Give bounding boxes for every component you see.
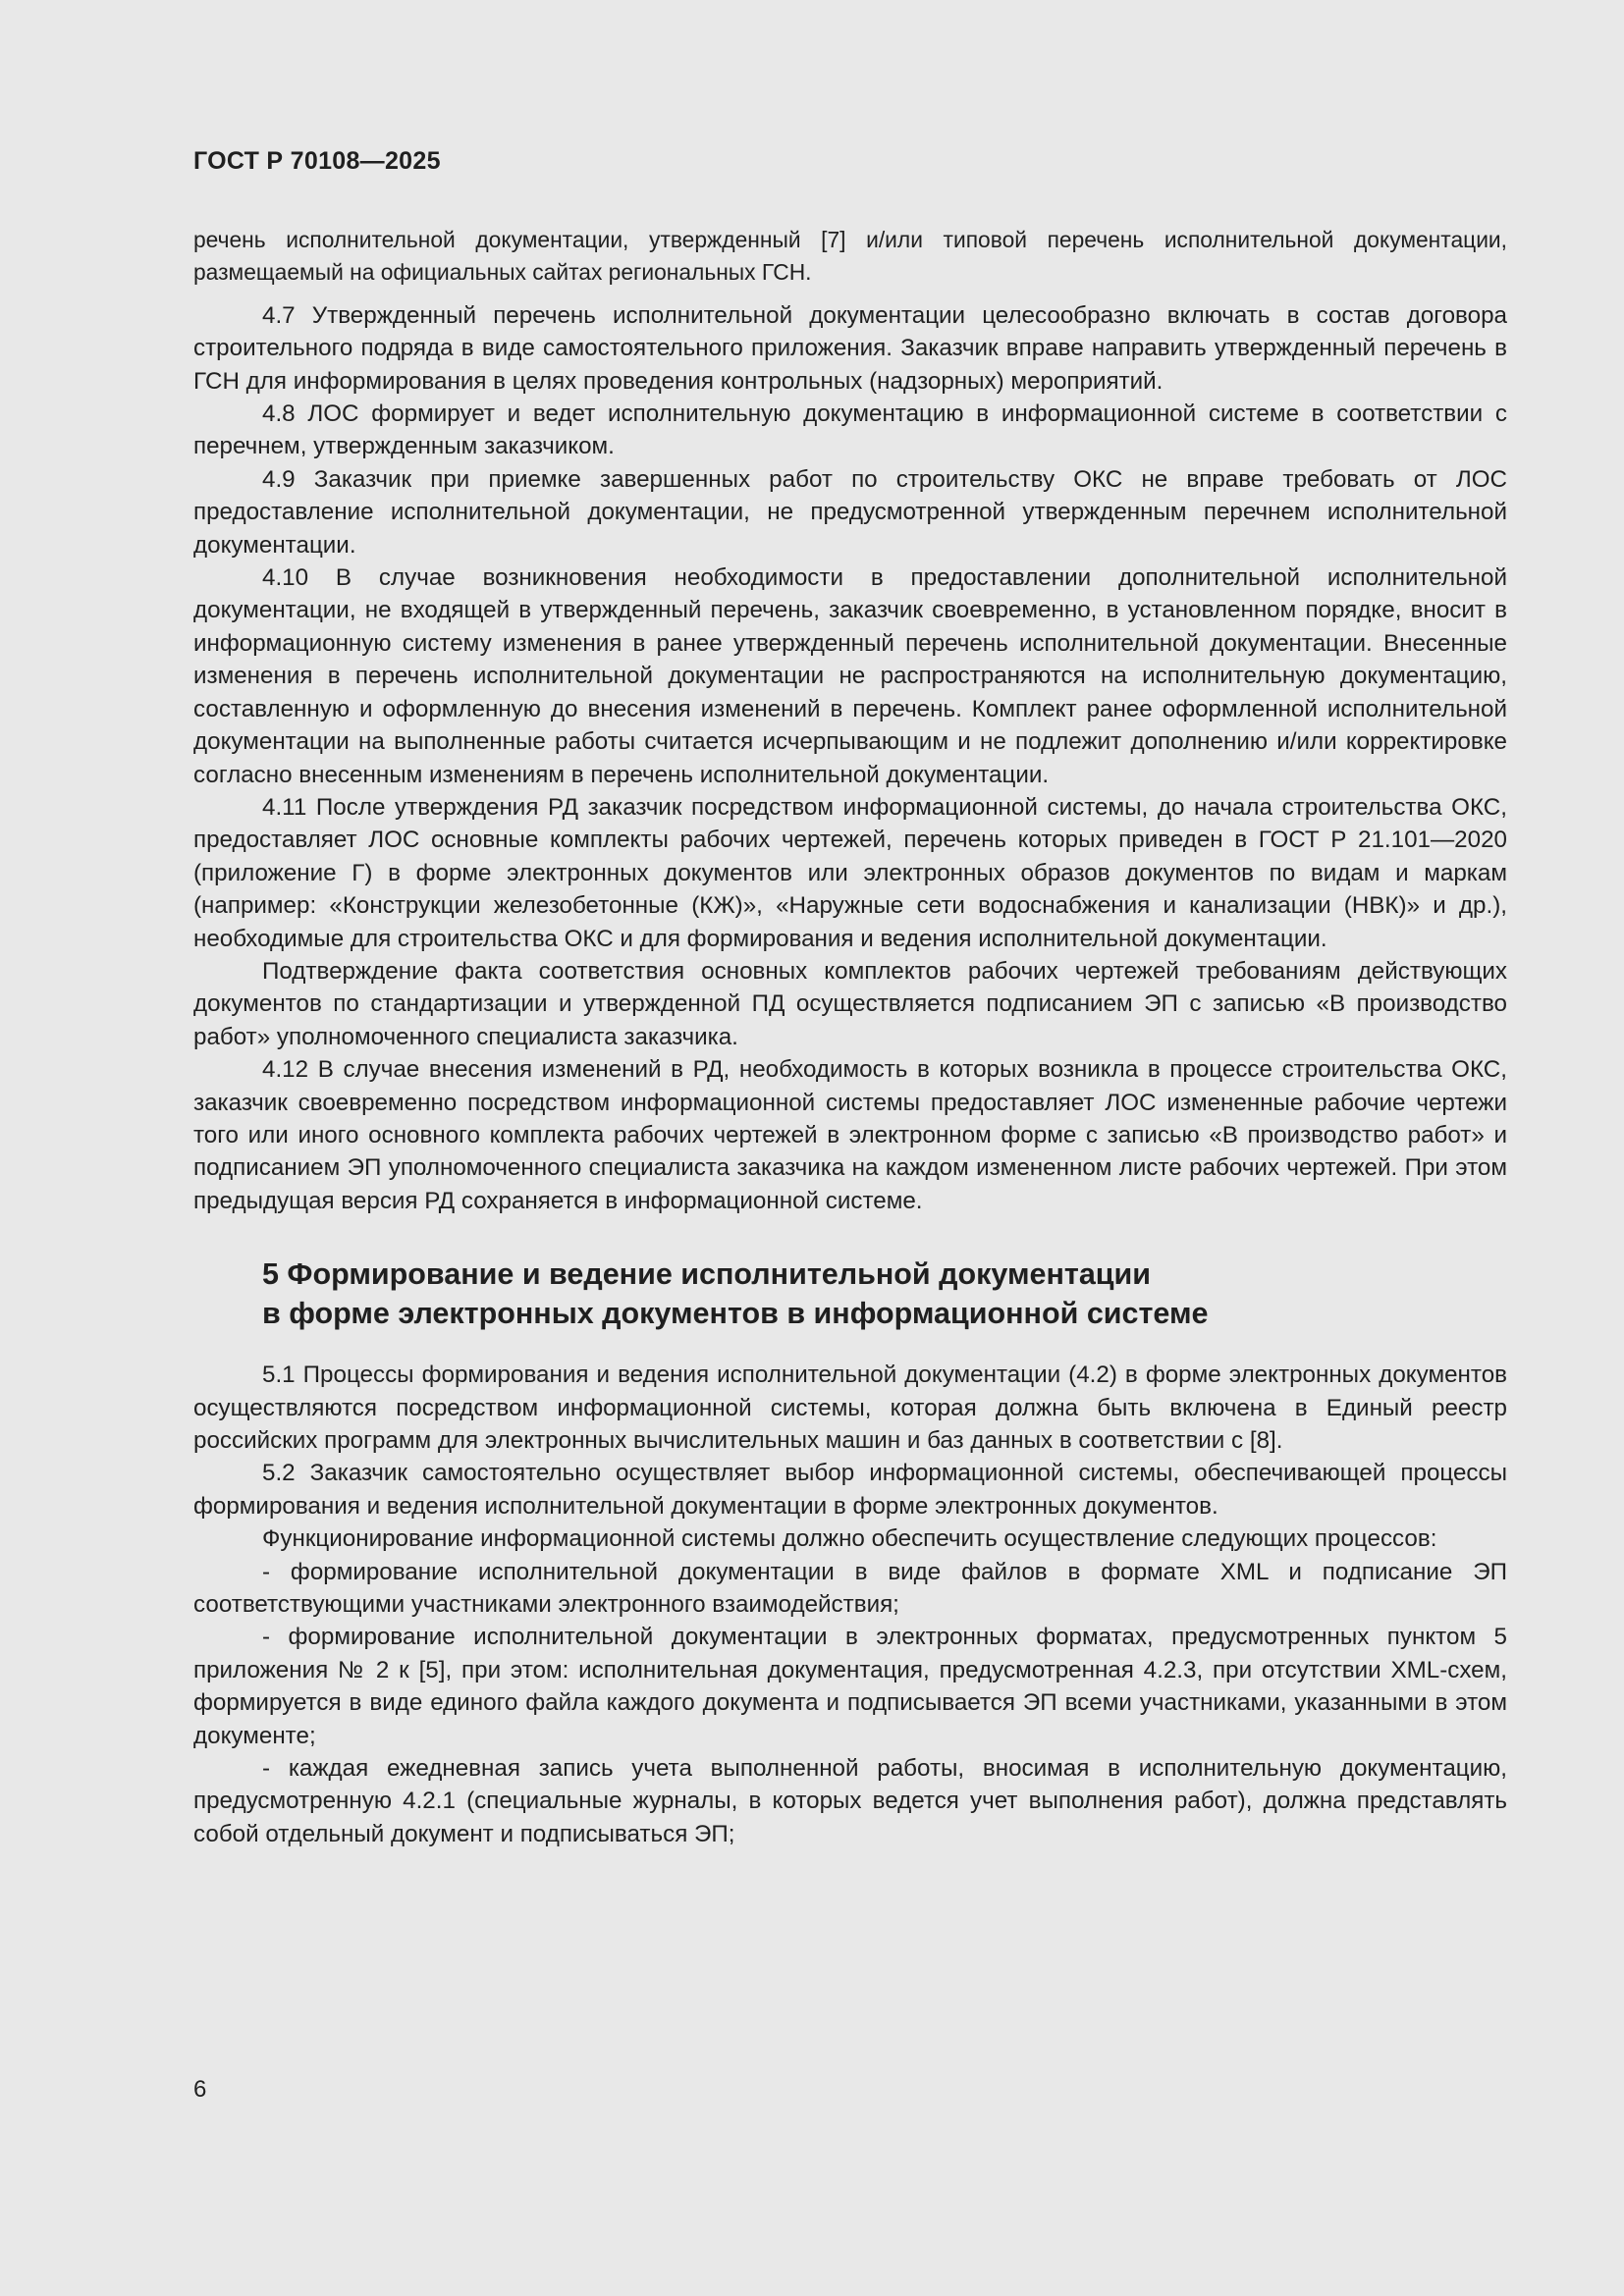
paragraph-4-12: 4.12 В случае внесения изменений в РД, необходимость в которых возникла в процессе строительства ОКС, заказчик своевременно посредством информационной системы предоставляет ЛОС измененные рабочие чертежи того или иного основного комплекта рабочих чертежей в электронном форме с записью «В производство работ» и подписанием ЭП уполномоченного специалиста заказчика на каждом измененном листе рабочих чертежей. При этом предыдущая версия РД сохраняется в информационной системе. [193, 1056, 1507, 1214]
paragraph-4-10: 4.10 В случае возникновения необходимости в предоставлении дополнительной исполнительной документации, не входящей в утвержденный перечень, заказчик своевременно, в установленном порядке, вносит в информационную систему изменения в ранее утвержденный перечень исполнительной документации. Внесенные изменения в перечень исполнительной документации не распространяются на исполнительную документацию, составленную и оформленную до внесения изменений в перечень. Комплект ранее оформленной исполнительной документации на выполненные работы считается исчерпывающим и не подлежит дополнению и/или корректировке согласно внесенным изменениям в перечень исполнительной документации. [193, 564, 1507, 788]
page-body [193, 224, 1507, 1850]
section-5-title-line-2: в форме электронных документов в информационной системе [262, 1297, 1209, 1331]
paragraph-4-11: 4.11 После утверждения РД заказчик посредством информационной системы, до начала строительства ОКС, предоставляет ЛОС основные комплекты рабочих чертежей, перечень которых приведен в ГОСТ Р 21.101—2020 (приложение Г) в форме электронных документов или электронных образов документов по видам и маркам (например: «Конструкции железобетонные (КЖ)», «Наружные сети водоснабжения и канализации (НВК)» и др.), необходимые для строительства ОКС и для формирования и ведения исполнительной документации. [193, 793, 1507, 952]
paragraph-5-1: 5.1 Процессы формирования и ведения исполнительной документации (4.2) в форме электронных документов осуществляются посредством информационной системы, которая должна быть включена в Единый реестр российских программ для электронных вычислительных машин и баз данных в соответствии с [8]. [193, 1362, 1507, 1454]
section-5-title-line-1: 5 Формирование и ведение исполнительной документации [262, 1257, 1152, 1292]
list-item-xml: - формирование исполнительной документации в виде файлов в формате XML и подписание ЭП соответствующими участниками электронного взаимодействия; [193, 1558, 1507, 1619]
list-item-daily-record: - каждая ежедневная запись учета выполненной работы, вносимая в исполнительную документацию, предусмотренную 4.2.1 (специальные журналы, в которых ведется учет выполнения работ), должна представлять собой отдельный документ и подписываться ЭП; [193, 1755, 1507, 1847]
paragraph-functioning: Функционирование информационной системы должно обеспечить осуществление следующих процессов: [262, 1525, 1437, 1553]
paragraph-5-2: 5.2 Заказчик самостоятельно осуществляет выбор информационной системы, обеспечивающей процессы формирования и ведения исполнительной документации в форме электронных документов. [193, 1460, 1507, 1520]
paragraph-4-9: 4.9 Заказчик при приемке завершенных работ по строительству ОКС не вправе требовать от ЛОС предоставление исполнительной документации, не предусмотренной утвержденным перечнем исполнительной документации. [193, 465, 1507, 559]
paragraph-4-7: 4.7 Утвержденный перечень исполнительной документации целесообразно включать в состав договора строительного подряда в виде самостоятельного приложения. Заказчик вправе направить утвержденный перечень в ГСН для информирования в целях проведения контрольных (надзорных) мероприятий. [193, 301, 1507, 395]
standard-header: ГОСТ Р 70108—2025 [193, 147, 441, 175]
continuation-text: речень исполнительной документации, утвержденный [7] и/или типовой перечень исполнительной документации, размещаемый на официальных сайтах региональных ГСН. [193, 227, 1507, 286]
page-number: 6 [193, 2076, 207, 2103]
paragraph-4-11-confirmation: Подтверждение факта соответствия основных комплектов рабочих чертежей требованиям действующих документов по стандартизации и утвержденной ПД осуществляется подписанием ЭП с записью «В производство работ» уполномоченного специалиста заказчика. [193, 957, 1507, 1050]
list-item-formats: - формирование исполнительной документации в электронных форматах, предусмотренных пунктом 5 приложения № 2 к [5], при этом: исполнительная документация, предусмотренная 4.2.3, при отсутствии XML-схем, формируется в виде единого файла каждого документа и подписывается ЭП всеми участниками, указанными в этом документе; [193, 1624, 1507, 1749]
paragraph-4-8: 4.8 ЛОС формирует и ведет исполнительную документацию в информационной системе в соответствии с перечнем, утвержденным заказчиком. [193, 400, 1507, 460]
section-5-title [262, 1255, 1507, 1333]
